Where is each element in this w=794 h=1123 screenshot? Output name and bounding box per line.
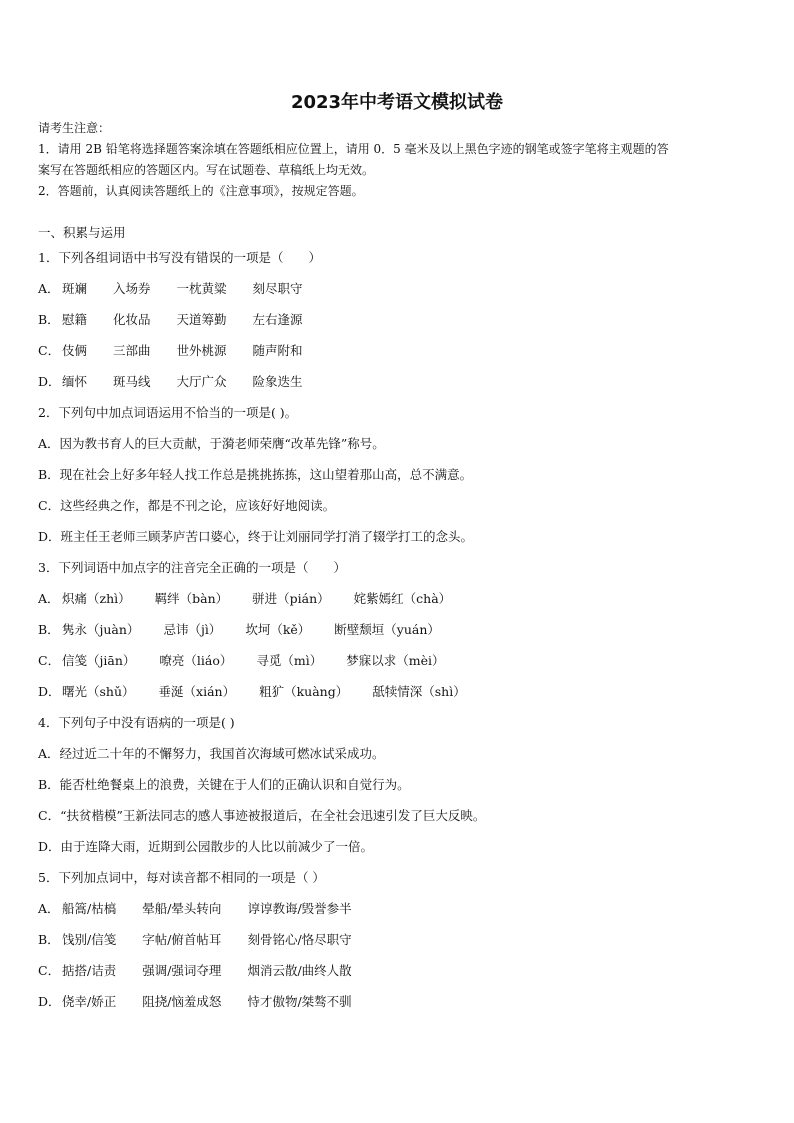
notice-line: 2．答题前，认真阅读答题纸上的《注意事项》，按规定答题。 — [38, 184, 364, 198]
option-label: A． — [38, 901, 60, 916]
option-word: 入场券 — [113, 281, 151, 296]
section-heading: 一、积累与运用 — [38, 225, 126, 240]
notice-line: 1．请用 2B 铅笔将选择题答案涂填在答题纸相应位置上，请用 0．5 毫米及以上黑色字迹的钢笔或签字笔将主观题的答 — [38, 142, 669, 156]
q1-option-d — [38, 372, 758, 403]
q3-option-b — [38, 620, 758, 651]
option-label: C． — [38, 343, 61, 358]
option-word: 隽永（juàn） — [62, 622, 140, 637]
option-word: 字帖/俯首帖耳 — [142, 932, 222, 947]
option-word: 左右逢源 — [252, 312, 303, 327]
option-word: 险象迭生 — [252, 374, 303, 389]
option-word: 谆谆教诲/毁誉参半 — [247, 901, 352, 916]
q3-option-c — [38, 651, 758, 682]
option-word: 斑斓 — [62, 281, 88, 296]
option-word: 信笺（jiān） — [62, 653, 136, 668]
notice-heading: 请考生注意： — [38, 121, 111, 135]
option-word: 晕船/晕头转向 — [142, 901, 222, 916]
q4-stem: 4．下列句子中没有语病的一项是( ) — [38, 715, 235, 730]
option-word: 粗犷（kuàng） — [259, 684, 349, 699]
q2-option-b: B．现在社会上好多年轻人找工作总是挑挑拣拣，这山望着那山高，总不满意。 — [38, 467, 473, 482]
option-word: 姹紫嫣红（chà） — [353, 591, 452, 606]
q4-option-c: C．“扶贫楷模”王新法同志的感人事迹被报道后，在全社会迅速引发了巨大反映。 — [38, 808, 486, 823]
q5-option-d — [38, 992, 758, 1023]
option-word: 断壁颓垣（yuán） — [334, 622, 440, 637]
option-word: 缅怀 — [62, 374, 88, 389]
option-word: 侥幸/娇正 — [62, 994, 117, 1009]
option-label: A． — [38, 281, 60, 296]
option-word: 三部曲 — [113, 343, 151, 358]
option-label: B． — [38, 622, 60, 637]
question-list — [38, 248, 758, 1023]
q5-option-a — [38, 899, 758, 930]
q4-option-b: B．能否杜绝餐桌上的浪费，关键在于人们的正确认识和自觉行为。 — [38, 777, 410, 792]
option-word: 船篙/枯槁 — [62, 901, 117, 916]
option-word: 曙光（shǔ） — [62, 684, 135, 699]
option-word: 一枕黄粱 — [176, 281, 227, 296]
option-label: D． — [38, 684, 61, 699]
q3-option-d — [38, 682, 758, 713]
option-word: 阻挠/恼羞成怒 — [142, 994, 222, 1009]
q5-stem: 5．下列加点词中，每对读音都不相同的一项是（ ） — [38, 870, 325, 885]
option-label: D． — [38, 374, 61, 389]
option-label: D． — [38, 994, 61, 1009]
option-word: 慰籍 — [62, 312, 88, 327]
option-label: B． — [38, 932, 60, 947]
option-word: 忌讳（jì） — [163, 622, 222, 637]
option-word: 刻尽职守 — [252, 281, 303, 296]
q3-stem: 3．下列词语中加点字的注音完全正确的一项是（ ） — [38, 560, 346, 575]
q2-stem: 2．下列句中加点词语运用不恰当的一项是( )。 — [38, 405, 298, 420]
option-word: 烟消云散/曲终人散 — [247, 963, 352, 978]
option-word: 羁绊（bàn） — [154, 591, 229, 606]
option-word: 舐犊情深（shì） — [372, 684, 466, 699]
notice-block — [38, 118, 758, 202]
q1-option-a — [38, 279, 758, 310]
q1-option-c — [38, 341, 758, 372]
option-word: 随声附和 — [252, 343, 303, 358]
option-word: 大厅广众 — [176, 374, 227, 389]
q2-option-a: A．因为教书育人的巨大贡献，于漪老师荣膺“改革先锋”称号。 — [38, 436, 385, 451]
option-label: C． — [38, 653, 61, 668]
q1-option-b — [38, 310, 758, 341]
option-label: B． — [38, 312, 60, 327]
option-word: 饯别/信笺 — [62, 932, 117, 947]
option-word: 寻觅（mì） — [256, 653, 323, 668]
q4-option-d: D．由于连降大雨，近期到公园散步的人比以前减少了一倍。 — [38, 839, 374, 854]
option-word: 天道筹勤 — [176, 312, 227, 327]
option-word: 世外桃源 — [176, 343, 227, 358]
option-word: 斑马线 — [113, 374, 151, 389]
option-word: 炽痛（zhì） — [62, 591, 131, 606]
option-word: 坎坷（kě） — [245, 622, 311, 637]
q5-option-b — [38, 930, 758, 961]
option-word: 掂搭/诘责 — [62, 963, 117, 978]
q5-option-c — [38, 961, 758, 992]
option-word: 梦寐以求（mèi） — [346, 653, 445, 668]
option-label: C． — [38, 963, 61, 978]
q2-option-c: C．这些经典之作，都是不刊之论，应该好好地阅读。 — [38, 498, 336, 513]
option-word: 嘹亮（liáo） — [159, 653, 233, 668]
q1-stem: 1．下列各组词语中书写没有错误的一项是（ ） — [38, 250, 321, 265]
notice-line: 案写在答题纸相应的答题区内。写在试题卷、草稿纸上均无效。 — [38, 163, 375, 177]
option-word: 化妆品 — [113, 312, 151, 327]
option-label: A． — [38, 591, 60, 606]
option-word: 强调/强词夺理 — [142, 963, 222, 978]
option-word: 垂涎（xián） — [158, 684, 236, 699]
q4-option-a: A．经过近二十年的不懈努力，我国首次海域可燃冰试采成功。 — [38, 746, 385, 761]
option-word: 伎俩 — [62, 343, 88, 358]
option-word: 骈进（pián） — [252, 591, 330, 606]
option-word: 恃才傲物/桀骜不驯 — [247, 994, 352, 1009]
q3-option-a — [38, 589, 758, 620]
q2-option-d: D．班主任王老师三顾茅庐苦口婆心，终于让刘丽同学打消了辍学打工的念头。 — [38, 529, 474, 544]
option-word: 刻骨铭心/恪尽职守 — [247, 932, 352, 947]
page-title: 2023年中考语文模拟试卷 — [290, 92, 504, 113]
